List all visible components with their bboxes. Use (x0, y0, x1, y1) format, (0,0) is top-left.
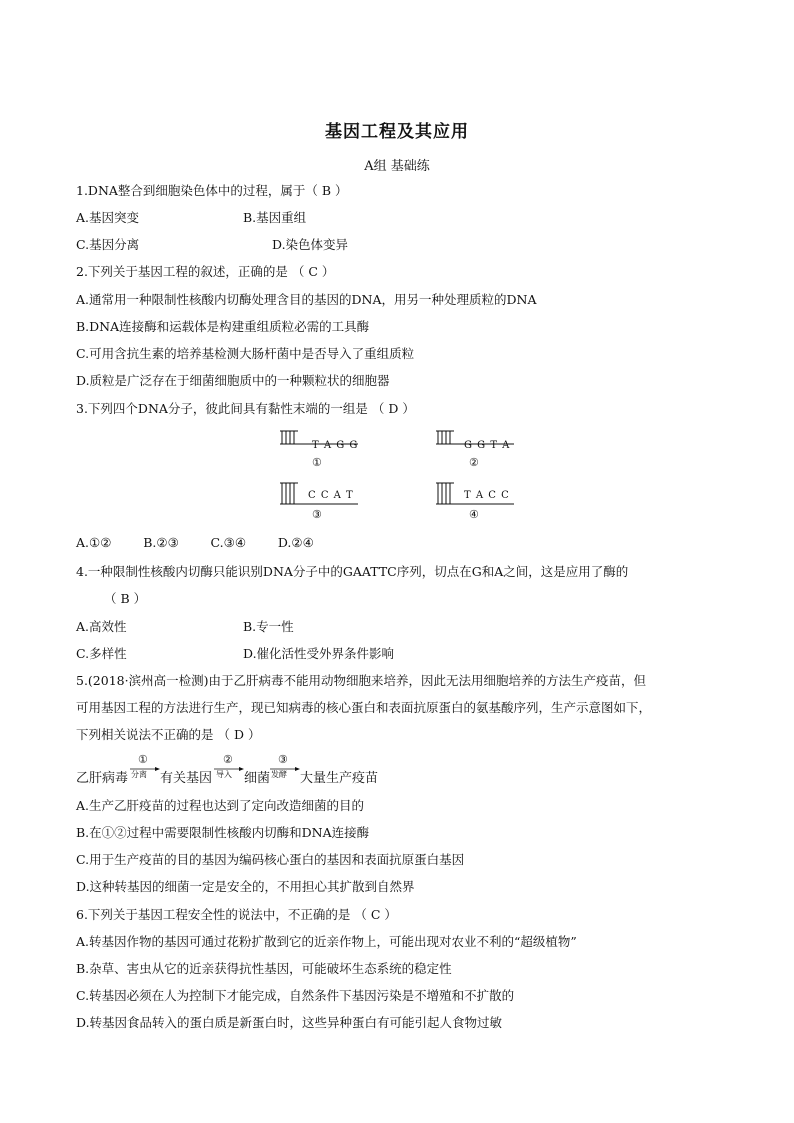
flow-label-3: 发酵 (271, 770, 287, 779)
flow-node-gene: 有关基因 (160, 771, 213, 786)
q5-stem-line2: 可用基因工程的方法进行生产，现已知病毒的核心蛋白和表面抗原蛋白的氨基酸序列，生产示意图如下， (76, 700, 652, 715)
flow-arrow-2 (214, 766, 244, 772)
q5-option-c: C.用于生产疫苗的目的基因为编码核心蛋白的基因和表面抗原蛋白基因 (76, 852, 465, 867)
q3-stem: 3.下列四个DNA分子，彼此间具有黏性末端的一组是 （ D ） (76, 401, 415, 416)
dna-num-1: ① (312, 456, 322, 469)
q5-stem-line1: 5.(2018·滨州高一检测)由于乙肝病毒不能用动物细胞来培养，因此无法用细胞培养的方法生产疫苗，但 (76, 673, 646, 688)
flow-arrow-1 (130, 766, 160, 772)
q2-option-a: A.通常用一种限制性核酸内切酶处理含目的基因的DNA，用另一种处理质粒的DNA (76, 292, 537, 307)
q4-option-c: C.多样性 (76, 646, 127, 661)
dna-num-2: ② (469, 456, 479, 469)
q1-option-d: D.染色体变异 (272, 237, 349, 252)
q4-option-a: A.高效性 (76, 619, 127, 634)
flow-step-1: ① (138, 753, 148, 766)
q4-stem-answer: （ B ） (104, 591, 147, 606)
q4-stem: 4.一种限制性核酸内切酶只能识别DNA分子中的GAATTC序列，切点在G和A之间，这是应用了酶的 (76, 564, 629, 579)
dna-seq-4: T A C C (464, 490, 510, 501)
section-subtitle: A组 基础练 (364, 159, 430, 174)
q2-option-c: C.可用含抗生素的培养基检测大肠杆菌中是否导入了重组质粒 (76, 346, 415, 361)
q6-option-c: C.转基因必须在人为控制下才能完成，自然条件下基因污染是不增殖和不扩散的 (76, 988, 515, 1003)
q6-option-b: B.杂草、害虫从它的近亲获得抗性基因，可能破坏生态系统的稳定性 (76, 961, 452, 976)
flow-node-bacteria: 细菌 (244, 771, 271, 786)
q5-option-a: A.生产乙肝疫苗的过程也达到了定向改造细菌的目的 (76, 798, 365, 813)
q2-stem: 2.下列关于基因工程的叙述，正确的是 （ C ） (76, 264, 335, 279)
q5-option-d: D.这种转基因的细菌一定是安全的，不用担心其扩散到自然界 (76, 879, 415, 894)
q1-stem: 1.DNA整合到细胞染色体中的过程，属于（ B ） (76, 183, 348, 198)
dna-seq-3: C C A T (308, 490, 354, 501)
q1-option-a: A.基因突变 (76, 210, 140, 225)
dna-num-3: ③ (312, 508, 322, 521)
q3-options: A.①② B.②③ C.③④ D.②④ (76, 535, 314, 550)
q2-option-b: B.DNA连接酶和运载体是构建重组质粒必需的工具酶 (76, 319, 370, 334)
q6-option-d: D.转基因食品转入的蛋白质是新蛋白时，这些异种蛋白有可能引起人食物过敏 (76, 1015, 503, 1030)
q1-option-b: B.基因重组 (243, 210, 307, 225)
q6-stem: 6.下列关于基因工程安全性的说法中，不正确的是 （ C ） (76, 907, 397, 922)
flow-label-2: 导入 (216, 770, 232, 779)
q4-option-b: B.专一性 (243, 619, 294, 634)
q5-option-b: B.在①②过程中需要限制性核酸内切酶和DNA连接酶 (76, 825, 370, 840)
flow-node-vaccine: 大量生产疫苗 (300, 771, 379, 786)
vaccine-production-flow (76, 753, 416, 789)
flow-node-virus: 乙肝病毒 (76, 771, 129, 786)
q2-option-d: D.质粒是广泛存在于细菌细胞质中的一种颗粒状的细胞器 (76, 373, 390, 388)
flow-step-2: ② (223, 753, 233, 766)
q5-stem-line3: 下列相关说法不正确的是 （ D ） (76, 727, 261, 742)
q4-option-d: D.催化活性受外界条件影响 (243, 646, 395, 661)
dna-seq-2: G G T A (464, 440, 511, 451)
flow-step-3: ③ (278, 753, 288, 766)
page-title: 基因工程及其应用 (325, 122, 469, 142)
q6-option-a: A.转基因作物的基因可通过花粉扩散到它的近亲作物上，可能出现对农业不利的“超级植物” (76, 934, 577, 949)
dna-num-4: ④ (469, 508, 479, 521)
q1-option-c: C.基因分离 (76, 237, 140, 252)
flow-label-1: 分离 (131, 770, 147, 779)
flow-arrow-3 (270, 766, 300, 772)
dna-seq-1: T A G G (312, 440, 359, 451)
